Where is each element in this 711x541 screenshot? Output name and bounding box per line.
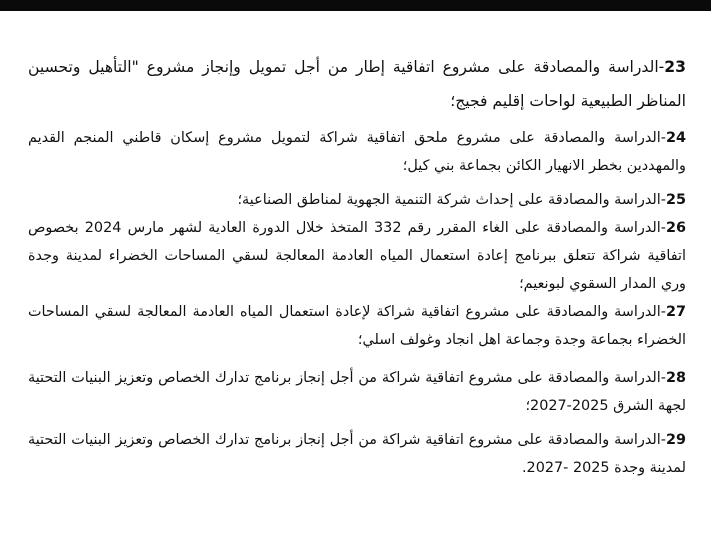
item-text: الدراسة والمصادقة على مشروع اتفاقية إطار من أجل تمويل وإنجاز مشروع "التأهيل وتحسين المناظر الطبيعية لواحات إقليم فجيج؛ [28, 58, 686, 110]
item-number: 24 [665, 130, 686, 146]
agenda-item-26 [28, 214, 686, 298]
agenda-item-25 [28, 186, 686, 214]
top-border-bar [0, 0, 711, 11]
agenda-item-28 [28, 364, 686, 420]
agenda-item-23 [28, 50, 686, 118]
item-text: الدراسة والمصادقة على مشروع اتفاقية شراكة من أجل إنجاز برنامج تدارك الخصاص وتعزيز البنيات التحتية لمدينة وجدة 2025 -2027. [28, 432, 686, 476]
item-text: الدراسة والمصادقة على إحداث شركة التنمية الجهوية لمناطق الصناعية؛ [237, 192, 661, 208]
item-dash: - [660, 432, 666, 448]
item-number: 27 [665, 304, 686, 320]
item-dash: - [658, 58, 665, 76]
agenda-item-29 [28, 426, 686, 482]
item-dash: - [660, 304, 666, 320]
agenda-item-27 [28, 298, 686, 354]
item-number: 28 [665, 370, 686, 386]
item-dash: - [660, 220, 666, 236]
item-text: الدراسة والمصادقة على الغاء المقرر رقم 332 المتخذ خلال الدورة العادية لشهر مارس 2024 بخصوص اتفاقية شراكة تتعلق ببرنامج إعادة استعمال المياه العادمة المعالجة لسقي المساحات الخضراء لمدينة وجدة وري المدار السقوي لبونعيم؛ [28, 220, 686, 292]
item-text: الدراسة والمصادقة على مشروع ملحق اتفاقية شراكة لتمويل مشروع إسكان قاطني المنجم القديم والمهددين بخطر الانهيار الكائن بجماعة بني كيل؛ [28, 130, 686, 174]
item-number: 23 [664, 58, 686, 76]
item-number: 29 [665, 432, 686, 448]
item-dash: - [660, 192, 666, 208]
item-number: 26 [665, 220, 686, 236]
item-number: 25 [665, 192, 686, 208]
item-text: الدراسة والمصادقة على مشروع اتفاقية شراكة لإعادة استعمال المياه العادمة المعالجة لسقي المساحات الخضراء بجماعة وجدة وجماعة اهل انجاد وغولف اسلي؛ [28, 304, 686, 348]
agenda-list [28, 50, 686, 482]
item-text: الدراسة والمصادقة على مشروع اتفاقية شراكة من أجل إنجاز برنامج تدارك الخصاص وتعزيز البنيات التحتية لجهة الشرق 2025-2027؛ [28, 370, 686, 414]
item-dash: - [660, 130, 666, 146]
agenda-item-24 [28, 124, 686, 180]
item-dash: - [660, 370, 666, 386]
